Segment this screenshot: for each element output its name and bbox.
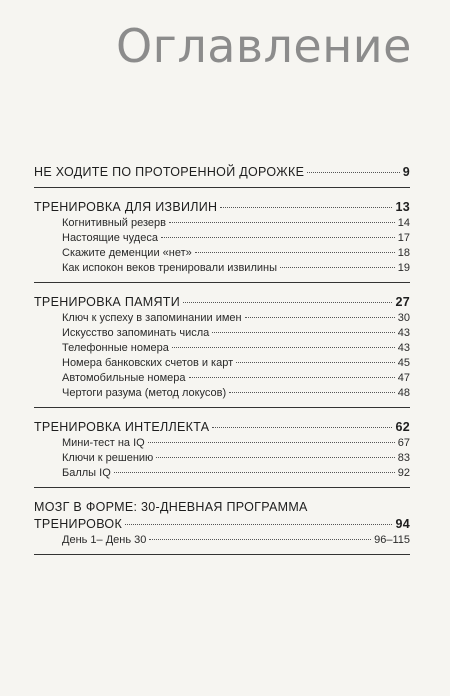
page-title: Оглавление [115, 19, 412, 73]
toc-entry[interactable] [62, 386, 410, 401]
toc-section [34, 164, 410, 188]
entry-label: Номера банковских счетов и карт [62, 357, 234, 369]
toc-entry[interactable] [62, 451, 410, 466]
section-page-number: 9 [402, 165, 410, 179]
section-title: НЕ ХОДИТЕ ПО ПРОТОРЕННОЙ ДОРОЖКЕ [34, 165, 305, 179]
section-page-number: 94 [395, 517, 410, 531]
entry-label: Когнитивный резерв [62, 217, 166, 229]
dot-leader [189, 377, 395, 378]
toc-section [34, 199, 410, 283]
dot-leader [114, 472, 395, 473]
entry-page-number: 19 [397, 262, 410, 274]
entry-label: Баллы IQ [62, 467, 111, 479]
entry-page-number: 43 [397, 342, 410, 354]
dot-leader [212, 332, 394, 333]
toc-entry[interactable] [62, 466, 410, 481]
dot-leader [229, 392, 395, 393]
dot-leader [245, 317, 395, 318]
dot-leader [172, 347, 395, 348]
section-divider [34, 407, 410, 408]
entry-page-number: 47 [397, 372, 410, 384]
entry-label: Настоящие чудеса [62, 232, 158, 244]
dot-leader [236, 362, 395, 363]
entry-label: Автомобильные номера [62, 372, 186, 384]
toc-entry[interactable] [62, 246, 410, 261]
dot-leader [148, 442, 395, 443]
toc-entry[interactable] [62, 533, 410, 548]
toc-section [34, 294, 410, 408]
dot-leader [280, 267, 395, 268]
entry-page-number: 43 [397, 327, 410, 339]
toc-section-heading[interactable] [34, 199, 410, 216]
toc-section [34, 499, 410, 555]
section-page-number: 27 [395, 295, 410, 309]
toc-section [34, 419, 410, 488]
entry-label: Ключи к решению [62, 452, 154, 464]
section-title-line1[interactable]: МОЗГ В ФОРМЕ: 30-ДНЕВНАЯ ПРОГРАММА [34, 500, 308, 514]
entry-label: Ключ к успеху в запоминании имен [62, 312, 242, 324]
section-title: ТРЕНИРОВОК [34, 517, 123, 531]
toc-entry[interactable] [62, 356, 410, 371]
toc-entry[interactable] [62, 231, 410, 246]
entry-page-number: 83 [397, 452, 410, 464]
section-divider [34, 282, 410, 283]
entry-page-number: 17 [397, 232, 410, 244]
toc-entry[interactable] [62, 371, 410, 386]
toc-section-heading[interactable] [34, 164, 410, 181]
entry-label: Мини-тест на IQ [62, 437, 145, 449]
entry-label: Чертоги разума (метод локусов) [62, 387, 227, 399]
entry-page-number: 67 [397, 437, 410, 449]
entry-page-number: 14 [397, 217, 410, 229]
dot-leader [195, 252, 395, 253]
toc-entry[interactable] [62, 311, 410, 326]
section-page-number: 62 [395, 420, 410, 434]
dot-leader [307, 172, 400, 173]
dot-leader [220, 207, 392, 208]
toc-section-heading[interactable] [34, 294, 410, 311]
entry-page-number: 48 [397, 387, 410, 399]
section-divider [34, 187, 410, 188]
entry-page-number: 45 [397, 357, 410, 369]
toc-section-heading[interactable] [34, 516, 410, 533]
section-title: ТРЕНИРОВКА ПАМЯТИ [34, 295, 181, 309]
toc-entry[interactable] [62, 216, 410, 231]
section-title: ТРЕНИРОВКА ИНТЕЛЛЕКТА [34, 420, 210, 434]
entry-page-number: 92 [397, 467, 410, 479]
dot-leader [125, 524, 392, 525]
toc-entry[interactable] [62, 436, 410, 451]
entry-label: Искусство запоминать числа [62, 327, 210, 339]
dot-leader [149, 539, 371, 540]
dot-leader [161, 237, 395, 238]
toc-entry[interactable] [62, 326, 410, 341]
section-divider [34, 554, 410, 555]
entry-page-number: 96–115 [374, 534, 410, 546]
dot-leader [156, 457, 394, 458]
table-of-contents [34, 164, 410, 566]
entry-page-number: 18 [397, 247, 410, 259]
section-divider [34, 487, 410, 488]
entry-label: Телефонные номера [62, 342, 169, 354]
toc-entry[interactable] [62, 341, 410, 356]
entry-label: Скажите деменции «нет» [62, 247, 192, 259]
dot-leader [169, 222, 395, 223]
section-page-number: 13 [395, 200, 410, 214]
dot-leader [183, 302, 392, 303]
section-title: ТРЕНИРОВКА ДЛЯ ИЗВИЛИН [34, 200, 218, 214]
entry-label: День 1– День 30 [62, 534, 147, 546]
toc-entry[interactable] [62, 261, 410, 276]
entry-page-number: 30 [397, 312, 410, 324]
entry-label: Как испокон веков тренировали извилины [62, 262, 277, 274]
dot-leader [212, 427, 392, 428]
toc-section-heading[interactable] [34, 419, 410, 436]
